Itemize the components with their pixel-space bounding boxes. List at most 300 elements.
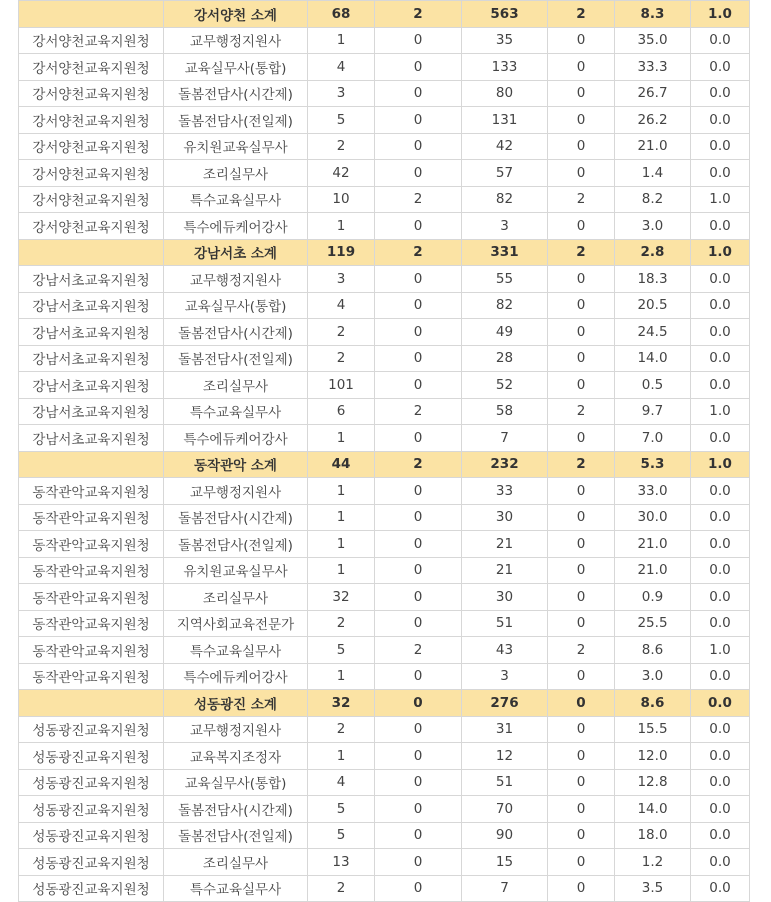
subtotal-cell: 5.3	[615, 451, 691, 478]
table-row	[19, 875, 750, 902]
ratio-cell: 21.0	[615, 531, 691, 558]
ratio-cell: 21.0	[615, 557, 691, 584]
cell: 80	[462, 80, 548, 107]
cell: 82	[462, 186, 548, 213]
cell: 1	[308, 213, 375, 240]
cell: 0	[375, 107, 462, 134]
cell: 2	[308, 319, 375, 346]
table-row	[19, 557, 750, 584]
ratio-cell: 20.5	[615, 292, 691, 319]
cell: 0	[548, 557, 615, 584]
cell: 0	[548, 292, 615, 319]
cell: 0	[548, 584, 615, 611]
job-type-cell: 돌봄전담사(전일제)	[164, 107, 308, 134]
ratio-cell: 26.7	[615, 80, 691, 107]
table-row	[19, 372, 750, 399]
ratio-cell: 12.0	[615, 743, 691, 770]
subtotal-label: 동작관악 소계	[164, 451, 308, 478]
cell: 82	[462, 292, 548, 319]
job-type-cell: 특수에듀케어강사	[164, 663, 308, 690]
cell: 12	[462, 743, 548, 770]
subtotal-cell: 2	[375, 239, 462, 266]
cell: 0	[548, 743, 615, 770]
job-type-cell: 특수에듀케어강사	[164, 213, 308, 240]
cell: 43	[462, 637, 548, 664]
ratio-cell: 14.0	[615, 796, 691, 823]
office-cell: 강남서초교육지원청	[19, 266, 164, 293]
subtotal-cell: 2	[375, 1, 462, 28]
office-cell: 성동광진교육지원청	[19, 849, 164, 876]
ratio-cell: 0.0	[691, 213, 750, 240]
cell: 0	[375, 743, 462, 770]
table-row	[19, 531, 750, 558]
table-row	[19, 743, 750, 770]
job-type-cell: 교육실무사(통합)	[164, 292, 308, 319]
ratio-cell: 12.8	[615, 769, 691, 796]
job-type-cell: 돌봄전담사(시간제)	[164, 504, 308, 531]
subtotal-cell: 2	[548, 451, 615, 478]
cell: 4	[308, 292, 375, 319]
cell: 5	[308, 796, 375, 823]
table-row	[19, 345, 750, 372]
cell: 58	[462, 398, 548, 425]
table-row	[19, 398, 750, 425]
office-cell: 강남서초교육지원청	[19, 425, 164, 452]
office-cell: 성동광진교육지원청	[19, 822, 164, 849]
ratio-cell: 9.7	[615, 398, 691, 425]
job-type-cell: 교무행정지원사	[164, 27, 308, 54]
cell: 0	[375, 292, 462, 319]
table-row	[19, 27, 750, 54]
cell: 10	[308, 186, 375, 213]
office-cell: 동작관악교육지원청	[19, 504, 164, 531]
cell: 2	[548, 186, 615, 213]
cell: 0	[548, 716, 615, 743]
ratio-cell: 0.0	[691, 531, 750, 558]
subtotal-cell: 331	[462, 239, 548, 266]
table-row	[19, 610, 750, 637]
cell: 0	[375, 504, 462, 531]
cell: 0	[375, 133, 462, 160]
cell: 0	[375, 557, 462, 584]
job-type-cell: 유치원교육실무사	[164, 133, 308, 160]
subtotal-cell: 232	[462, 451, 548, 478]
cell: 0	[375, 213, 462, 240]
cell: 1	[308, 663, 375, 690]
ratio-cell: 18.3	[615, 266, 691, 293]
cell: 33	[462, 478, 548, 505]
ratio-cell: 15.5	[615, 716, 691, 743]
job-type-cell: 교육실무사(통합)	[164, 769, 308, 796]
subtotal-cell: 1.0	[691, 451, 750, 478]
table-row	[19, 637, 750, 664]
cell: 2	[308, 610, 375, 637]
office-cell: 동작관악교육지원청	[19, 478, 164, 505]
office-cell: 동작관악교육지원청	[19, 637, 164, 664]
table-row	[19, 160, 750, 187]
office-cell: 강서양천교육지원청	[19, 107, 164, 134]
subtotal-cell	[19, 1, 164, 28]
job-type-cell: 돌봄전담사(시간제)	[164, 80, 308, 107]
cell: 31	[462, 716, 548, 743]
cell: 1	[308, 743, 375, 770]
table-row	[19, 849, 750, 876]
ratio-cell: 0.0	[691, 716, 750, 743]
cell: 0	[548, 531, 615, 558]
ratio-cell: 14.0	[615, 345, 691, 372]
table-row	[19, 319, 750, 346]
ratio-cell: 33.3	[615, 54, 691, 81]
subtotal-cell	[19, 451, 164, 478]
ratio-cell: 33.0	[615, 478, 691, 505]
cell: 7	[462, 425, 548, 452]
office-cell: 강남서초교육지원청	[19, 319, 164, 346]
ratio-cell: 25.5	[615, 610, 691, 637]
cell: 0	[548, 160, 615, 187]
table-row	[19, 716, 750, 743]
cell: 0	[375, 372, 462, 399]
cell: 2	[375, 186, 462, 213]
ratio-cell: 0.0	[691, 54, 750, 81]
table-row	[19, 822, 750, 849]
cell: 0	[548, 875, 615, 902]
subtotal-cell: 0	[548, 690, 615, 717]
cell: 57	[462, 160, 548, 187]
cell: 70	[462, 796, 548, 823]
ratio-cell: 24.5	[615, 319, 691, 346]
cell: 1	[308, 425, 375, 452]
cell: 7	[462, 875, 548, 902]
cell: 101	[308, 372, 375, 399]
cell: 0	[548, 425, 615, 452]
subtotal-cell: 563	[462, 1, 548, 28]
table-row	[19, 796, 750, 823]
cell: 0	[375, 531, 462, 558]
ratio-cell: 0.0	[691, 107, 750, 134]
subtotal-cell: 0	[375, 690, 462, 717]
office-cell: 강남서초교육지원청	[19, 292, 164, 319]
cell: 42	[308, 160, 375, 187]
subtotal-cell	[19, 690, 164, 717]
job-type-cell: 교무행정지원사	[164, 716, 308, 743]
subtotal-label: 강남서초 소계	[164, 239, 308, 266]
ratio-cell: 3.0	[615, 213, 691, 240]
table-row	[19, 478, 750, 505]
cell: 2	[308, 716, 375, 743]
ratio-cell: 0.0	[691, 133, 750, 160]
ratio-cell: 1.2	[615, 849, 691, 876]
ratio-cell: 7.0	[615, 425, 691, 452]
ratio-cell: 18.0	[615, 822, 691, 849]
subtotal-cell: 1.0	[691, 1, 750, 28]
office-cell: 강남서초교육지원청	[19, 398, 164, 425]
table-row	[19, 504, 750, 531]
ratio-cell: 0.0	[691, 875, 750, 902]
job-type-cell: 유치원교육실무사	[164, 557, 308, 584]
cell: 28	[462, 345, 548, 372]
ratio-cell: 0.0	[691, 743, 750, 770]
office-cell: 성동광진교육지원청	[19, 796, 164, 823]
subtotal-row	[19, 239, 750, 266]
cell: 0	[548, 478, 615, 505]
office-cell: 성동광진교육지원청	[19, 769, 164, 796]
cell: 0	[375, 796, 462, 823]
table-row	[19, 133, 750, 160]
job-type-cell: 돌봄전담사(시간제)	[164, 319, 308, 346]
job-type-cell: 돌봄전담사(시간제)	[164, 796, 308, 823]
ratio-cell: 0.0	[691, 266, 750, 293]
office-cell: 강서양천교육지원청	[19, 27, 164, 54]
job-type-cell: 교육복지조정자	[164, 743, 308, 770]
ratio-cell: 1.0	[691, 398, 750, 425]
ratio-cell: 0.0	[691, 584, 750, 611]
subtotal-cell: 119	[308, 239, 375, 266]
cell: 5	[308, 822, 375, 849]
ratio-cell: 0.0	[691, 557, 750, 584]
cell: 2	[308, 345, 375, 372]
cell: 2	[548, 637, 615, 664]
ratio-cell: 3.0	[615, 663, 691, 690]
job-type-cell: 특수교육실무사	[164, 186, 308, 213]
subtotal-cell: 8.6	[615, 690, 691, 717]
cell: 0	[548, 849, 615, 876]
cell: 2	[548, 398, 615, 425]
job-type-cell: 특수교육실무사	[164, 875, 308, 902]
cell: 4	[308, 769, 375, 796]
cell: 52	[462, 372, 548, 399]
ratio-cell: 1.4	[615, 160, 691, 187]
subtotal-cell: 44	[308, 451, 375, 478]
cell: 3	[462, 663, 548, 690]
cell: 5	[308, 107, 375, 134]
ratio-cell: 0.0	[691, 822, 750, 849]
subtotal-cell: 0.0	[691, 690, 750, 717]
cell: 0	[375, 849, 462, 876]
subtotal-label: 강서양천 소계	[164, 1, 308, 28]
cell: 0	[548, 107, 615, 134]
cell: 0	[548, 319, 615, 346]
cell: 30	[462, 504, 548, 531]
cell: 0	[548, 266, 615, 293]
cell: 0	[548, 80, 615, 107]
cell: 1	[308, 531, 375, 558]
ratio-cell: 0.0	[691, 504, 750, 531]
ratio-cell: 3.5	[615, 875, 691, 902]
cell: 0	[375, 27, 462, 54]
cell: 131	[462, 107, 548, 134]
cell: 0	[375, 610, 462, 637]
recruitment-table	[18, 0, 750, 902]
cell: 51	[462, 769, 548, 796]
office-cell: 동작관악교육지원청	[19, 531, 164, 558]
cell: 0	[375, 160, 462, 187]
table-row	[19, 213, 750, 240]
office-cell: 성동광진교육지원청	[19, 743, 164, 770]
cell: 2	[308, 133, 375, 160]
cell: 0	[548, 133, 615, 160]
cell: 15	[462, 849, 548, 876]
cell: 0	[375, 266, 462, 293]
cell: 0	[375, 345, 462, 372]
job-type-cell: 조리실무사	[164, 160, 308, 187]
table-row	[19, 266, 750, 293]
office-cell: 동작관악교육지원청	[19, 663, 164, 690]
ratio-cell: 35.0	[615, 27, 691, 54]
ratio-cell: 8.6	[615, 637, 691, 664]
cell: 0	[375, 716, 462, 743]
cell: 2	[308, 875, 375, 902]
cell: 0	[548, 27, 615, 54]
cell: 0	[375, 478, 462, 505]
cell: 0	[375, 319, 462, 346]
cell: 0	[548, 54, 615, 81]
ratio-cell: 30.0	[615, 504, 691, 531]
ratio-cell: 0.0	[691, 425, 750, 452]
cell: 133	[462, 54, 548, 81]
ratio-cell: 0.0	[691, 478, 750, 505]
subtotal-cell: 32	[308, 690, 375, 717]
cell: 0	[548, 213, 615, 240]
ratio-cell: 0.5	[615, 372, 691, 399]
cell: 0	[548, 769, 615, 796]
cell: 1	[308, 504, 375, 531]
job-type-cell: 특수교육실무사	[164, 398, 308, 425]
cell: 1	[308, 27, 375, 54]
ratio-cell: 0.0	[691, 345, 750, 372]
subtotal-row	[19, 1, 750, 28]
subtotal-cell: 2	[548, 1, 615, 28]
ratio-cell: 0.0	[691, 319, 750, 346]
job-type-cell: 교무행정지원사	[164, 478, 308, 505]
ratio-cell: 1.0	[691, 186, 750, 213]
cell: 5	[308, 637, 375, 664]
office-cell: 성동광진교육지원청	[19, 875, 164, 902]
cell: 51	[462, 610, 548, 637]
table-row	[19, 663, 750, 690]
cell: 3	[308, 266, 375, 293]
office-cell: 강서양천교육지원청	[19, 213, 164, 240]
ratio-cell: 0.0	[691, 292, 750, 319]
ratio-cell: 0.9	[615, 584, 691, 611]
table-row	[19, 107, 750, 134]
cell: 0	[548, 822, 615, 849]
office-cell: 성동광진교육지원청	[19, 716, 164, 743]
cell: 0	[548, 504, 615, 531]
subtotal-label: 성동광진 소계	[164, 690, 308, 717]
subtotal-cell: 68	[308, 1, 375, 28]
ratio-cell: 8.2	[615, 186, 691, 213]
cell: 0	[375, 54, 462, 81]
cell: 2	[375, 637, 462, 664]
job-type-cell: 특수에듀케어강사	[164, 425, 308, 452]
table-row	[19, 186, 750, 213]
subtotal-row	[19, 690, 750, 717]
job-type-cell: 교무행정지원사	[164, 266, 308, 293]
cell: 3	[462, 213, 548, 240]
cell: 21	[462, 531, 548, 558]
job-type-cell: 돌봄전담사(전일제)	[164, 531, 308, 558]
job-type-cell: 특수교육실무사	[164, 637, 308, 664]
cell: 0	[375, 769, 462, 796]
ratio-cell: 21.0	[615, 133, 691, 160]
cell: 0	[548, 610, 615, 637]
subtotal-cell: 2.8	[615, 239, 691, 266]
office-cell: 동작관악교육지원청	[19, 610, 164, 637]
office-cell: 강서양천교육지원청	[19, 133, 164, 160]
office-cell: 강남서초교육지원청	[19, 372, 164, 399]
cell: 0	[548, 372, 615, 399]
cell: 32	[308, 584, 375, 611]
cell: 30	[462, 584, 548, 611]
table-row	[19, 80, 750, 107]
ratio-cell: 0.0	[691, 27, 750, 54]
cell: 0	[375, 822, 462, 849]
subtotal-cell: 276	[462, 690, 548, 717]
table-body	[19, 1, 750, 902]
cell: 1	[308, 478, 375, 505]
cell: 35	[462, 27, 548, 54]
subtotal-cell: 2	[548, 239, 615, 266]
job-type-cell: 조리실무사	[164, 372, 308, 399]
subtotal-row	[19, 451, 750, 478]
ratio-cell: 0.0	[691, 849, 750, 876]
cell: 0	[375, 584, 462, 611]
cell: 4	[308, 54, 375, 81]
cell: 0	[548, 345, 615, 372]
job-type-cell: 돌봄전담사(전일제)	[164, 345, 308, 372]
cell: 55	[462, 266, 548, 293]
ratio-cell: 1.0	[691, 637, 750, 664]
job-type-cell: 조리실무사	[164, 584, 308, 611]
office-cell: 강서양천교육지원청	[19, 186, 164, 213]
table-row	[19, 54, 750, 81]
ratio-cell: 0.0	[691, 796, 750, 823]
cell: 1	[308, 557, 375, 584]
cell: 0	[548, 796, 615, 823]
ratio-cell: 0.0	[691, 610, 750, 637]
cell: 6	[308, 398, 375, 425]
cell: 0	[375, 875, 462, 902]
office-cell: 강서양천교육지원청	[19, 54, 164, 81]
table-row	[19, 425, 750, 452]
subtotal-cell: 1.0	[691, 239, 750, 266]
job-type-cell: 교육실무사(통합)	[164, 54, 308, 81]
job-type-cell: 지역사회교육전문가	[164, 610, 308, 637]
subtotal-cell: 2	[375, 451, 462, 478]
office-cell: 강서양천교육지원청	[19, 80, 164, 107]
cell: 3	[308, 80, 375, 107]
subtotal-cell	[19, 239, 164, 266]
cell: 0	[375, 663, 462, 690]
ratio-cell: 26.2	[615, 107, 691, 134]
cell: 49	[462, 319, 548, 346]
office-cell: 강남서초교육지원청	[19, 345, 164, 372]
table-row	[19, 584, 750, 611]
cell: 0	[375, 80, 462, 107]
cell: 90	[462, 822, 548, 849]
office-cell: 강서양천교육지원청	[19, 160, 164, 187]
ratio-cell: 0.0	[691, 80, 750, 107]
cell: 0	[375, 425, 462, 452]
ratio-cell: 0.0	[691, 663, 750, 690]
cell: 2	[375, 398, 462, 425]
cell: 21	[462, 557, 548, 584]
table-row	[19, 769, 750, 796]
subtotal-cell: 8.3	[615, 1, 691, 28]
office-cell: 동작관악교육지원청	[19, 557, 164, 584]
cell: 13	[308, 849, 375, 876]
cell: 42	[462, 133, 548, 160]
